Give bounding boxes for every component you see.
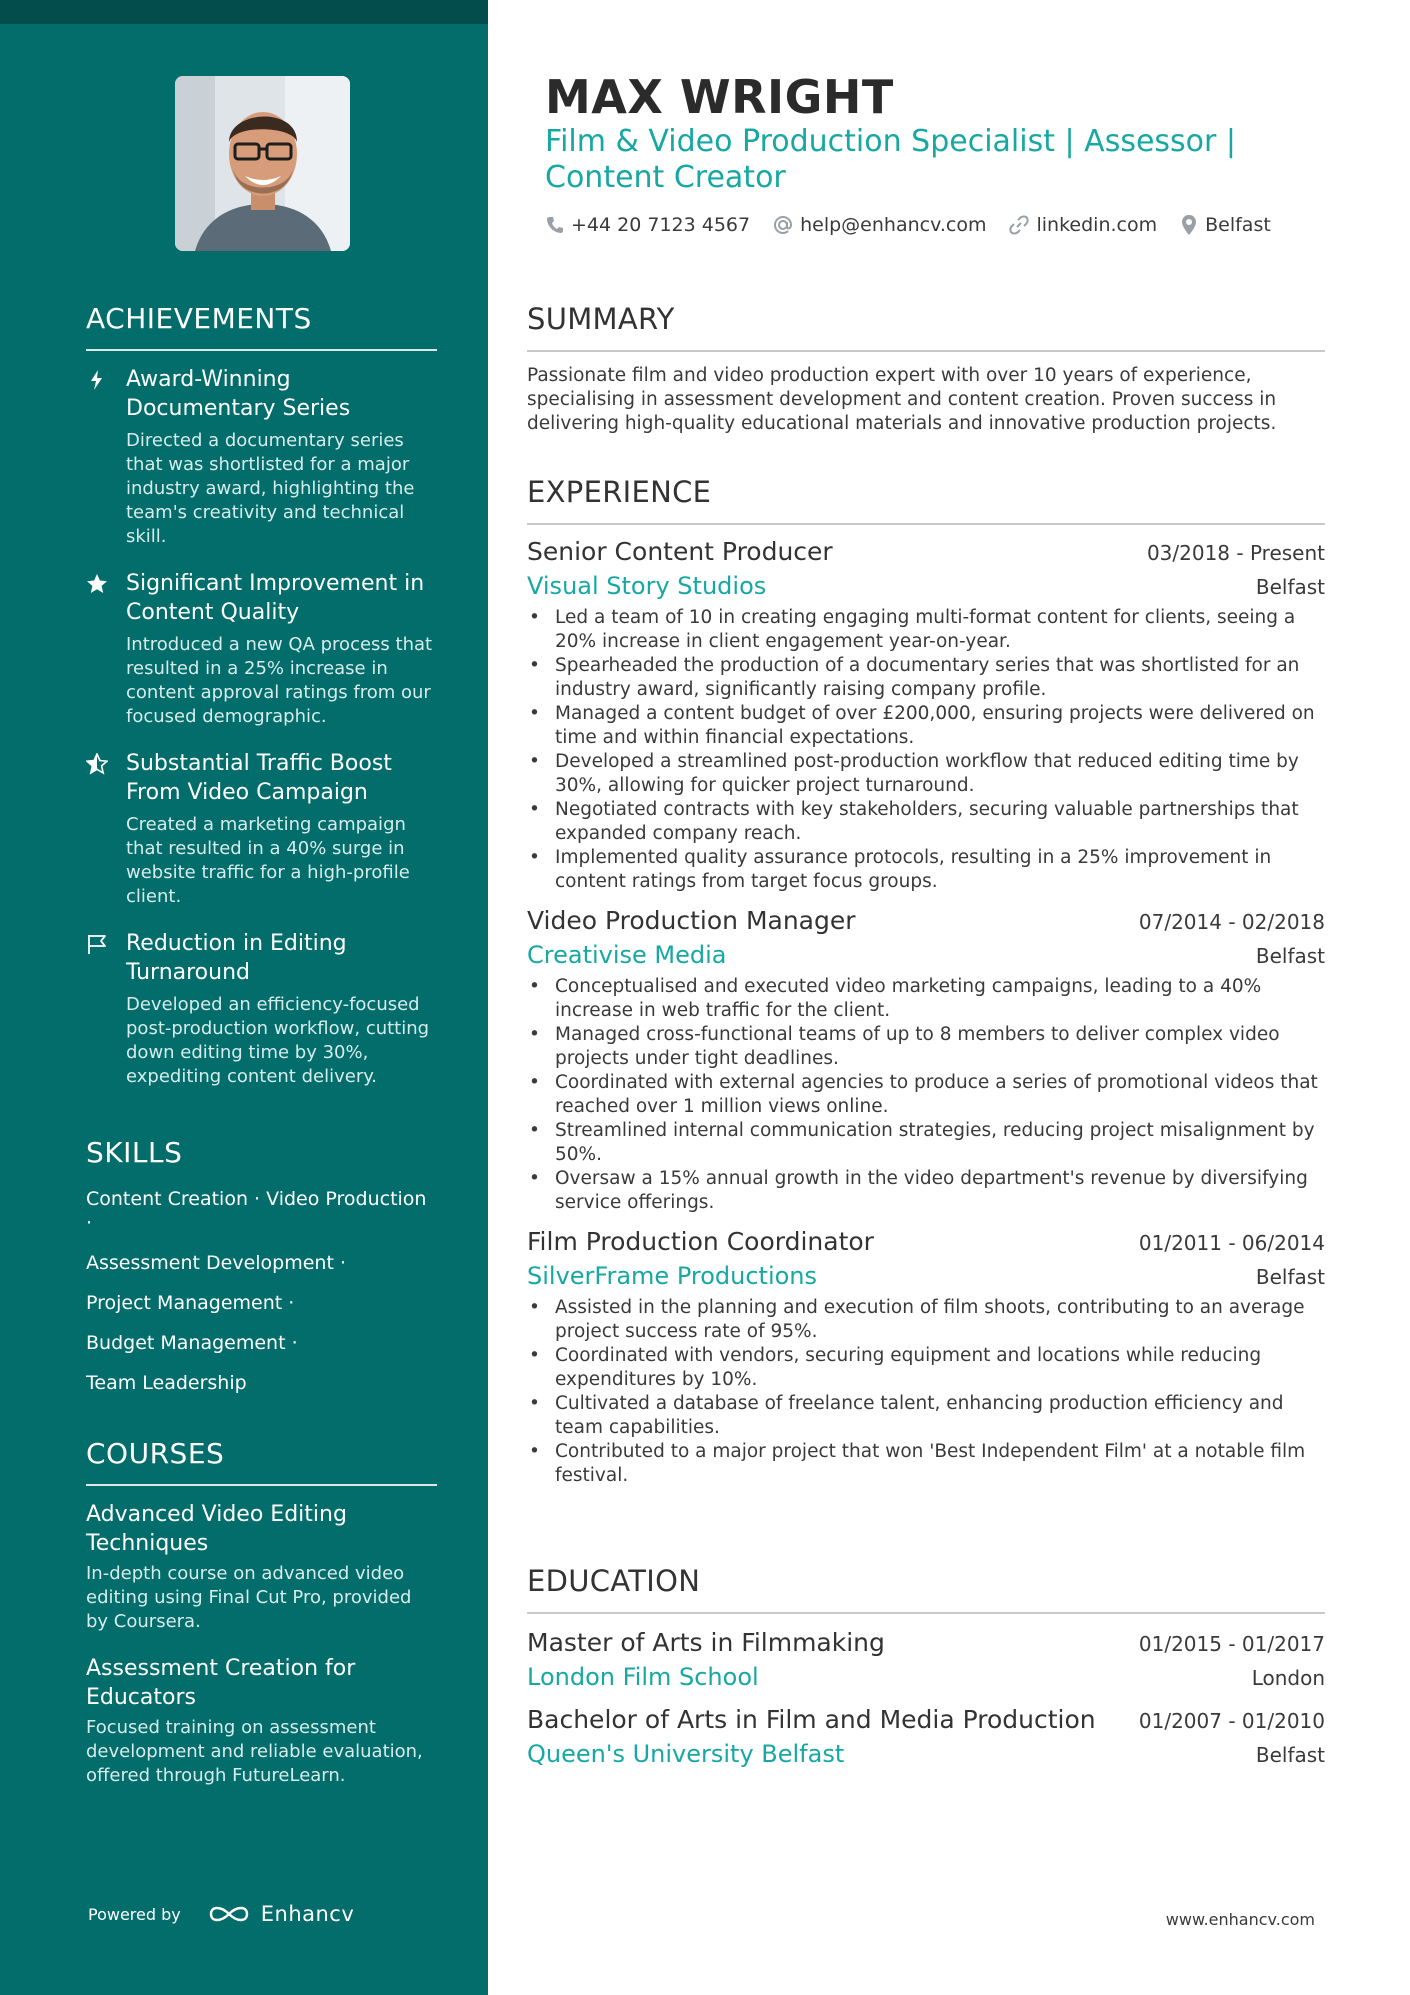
candidate-title: Film & Video Production Specialist | Assessor | Content Creator bbox=[545, 124, 1236, 195]
achievement-title: Substantial Traffic Boost From Video Campaign bbox=[126, 751, 392, 805]
sidebar-top-bar bbox=[0, 0, 488, 24]
achievement-item bbox=[86, 749, 437, 909]
skills-list bbox=[86, 1187, 437, 1395]
education-entry bbox=[527, 1705, 1325, 1768]
powered-by-label: Powered by bbox=[88, 1904, 181, 1924]
job-title: Film Production Coordinator bbox=[527, 1227, 874, 1256]
enhancv-logo[interactable] bbox=[207, 1902, 355, 1926]
achievement-title: Award-Winning Documentary Series bbox=[126, 367, 351, 421]
star-icon bbox=[86, 573, 108, 595]
courses-list bbox=[86, 1500, 437, 1788]
enhancv-brand: Enhancv bbox=[260, 1902, 355, 1926]
job-entry bbox=[527, 1227, 1325, 1488]
company-name: Visual Story Studios bbox=[527, 572, 767, 600]
job-location: Belfast bbox=[1255, 575, 1325, 599]
courses-heading: COURSES bbox=[86, 1437, 225, 1470]
bolt-icon bbox=[86, 369, 108, 391]
link-icon bbox=[1008, 214, 1030, 236]
course-desc: Focused training on assessment development and reliable evaluation, offered through FutureLearn. bbox=[86, 1717, 423, 1786]
job-title: Senior Content Producer bbox=[527, 537, 833, 566]
education-dates: 01/2015 - 01/2017 bbox=[1138, 1632, 1325, 1656]
achievement-desc: Created a marketing campaign that resulted in a 40% surge in website traffic for a high-profile client. bbox=[126, 814, 410, 907]
job-bullet: • Developed a streamlined post-production workflow that reduced editing time by 30%, allowing for quicker project turnaround. bbox=[527, 750, 1325, 798]
job-bullet: • Coordinated with external agencies to produce a series of promotional videos that reached over 1 million views online. bbox=[527, 1071, 1325, 1119]
degree-title: Master of Arts in Filmmaking bbox=[527, 1628, 885, 1657]
job-bullet: • Implemented quality assurance protocols, resulting in a 25% improvement in content ratings from target focus groups. bbox=[527, 846, 1325, 894]
job-bullets bbox=[527, 606, 1325, 894]
contact-location bbox=[1179, 214, 1271, 236]
summary-text: Passionate film and video production expert with over 10 years of experience, specialising in assessment development and content creation. Proven success in delivering high-quality educational materials and innovative production projects. bbox=[527, 365, 1277, 434]
course-item bbox=[86, 1654, 437, 1788]
summary-section bbox=[527, 302, 1325, 436]
skill-line: Content Creation · Video Production · bbox=[86, 1188, 427, 1234]
course-title: Assessment Creation for Educators bbox=[86, 1656, 356, 1710]
job-dates: 01/2011 - 06/2014 bbox=[1138, 1231, 1325, 1255]
skill-line: Budget Management · bbox=[86, 1332, 298, 1354]
achievement-item bbox=[86, 569, 437, 729]
course-desc: In-depth course on advanced video editing using Final Cut Pro, provided by Coursera. bbox=[86, 1563, 412, 1632]
job-location: Belfast bbox=[1255, 1265, 1325, 1289]
job-bullet: • Coordinated with vendors, securing equipment and locations while reducing expenditures by 10%. bbox=[527, 1344, 1325, 1392]
profile-photo-image bbox=[175, 76, 350, 251]
skills-section bbox=[86, 1136, 437, 1395]
achievement-item bbox=[86, 929, 437, 1089]
company-name: SilverFrame Productions bbox=[527, 1262, 818, 1290]
job-bullet: • Contributed to a major project that won 'Best Independent Film' at a notable film festival. bbox=[527, 1440, 1325, 1488]
job-entry bbox=[527, 537, 1325, 894]
achievement-item bbox=[86, 365, 437, 549]
school-name: Queen's University Belfast bbox=[527, 1740, 845, 1768]
skill-line: Project Management · bbox=[86, 1292, 295, 1314]
achievements-heading: ACHIEVEMENTS bbox=[86, 302, 312, 335]
achievement-desc: Developed an efficiency-focused post-production workflow, cutting down editing time by 30%, expediting content delivery. bbox=[126, 994, 430, 1087]
education-dates: 01/2007 - 01/2010 bbox=[1138, 1709, 1325, 1733]
education-section bbox=[527, 1564, 1325, 1768]
sidebar bbox=[0, 0, 488, 1995]
degree-title: Bachelor of Arts in Film and Media Production bbox=[527, 1705, 1096, 1734]
achievements-section bbox=[86, 302, 437, 1089]
phone-text: +44 20 7123 4567 bbox=[571, 214, 751, 236]
education-entry bbox=[527, 1628, 1325, 1691]
courses-divider bbox=[86, 1484, 437, 1486]
job-bullet: • Assisted in the planning and execution of film shoots, contributing to an average project success rate of 95%. bbox=[527, 1296, 1325, 1344]
course-item bbox=[86, 1500, 437, 1634]
job-bullet: • Managed a content budget of over £200,000, ensuring projects were delivered on time and within financial expectations. bbox=[527, 702, 1325, 750]
skill-line: Assessment Development · bbox=[86, 1252, 346, 1274]
job-bullet: • Oversaw a 15% annual growth in the video department's revenue by diversifying service offerings. bbox=[527, 1167, 1325, 1215]
email-text: help@enhancv.com bbox=[800, 214, 987, 236]
job-bullet: • Negotiated contracts with key stakeholders, securing valuable partnerships that expanded company reach. bbox=[527, 798, 1325, 846]
profile-photo bbox=[175, 76, 350, 251]
contact-email[interactable] bbox=[772, 214, 986, 236]
courses-section bbox=[86, 1437, 437, 1788]
at-icon bbox=[772, 214, 794, 236]
experience-section bbox=[527, 475, 1325, 1488]
flag-icon bbox=[86, 933, 108, 955]
contact-linkedin[interactable] bbox=[1008, 214, 1157, 236]
candidate-name: MAX WRIGHT bbox=[545, 70, 894, 124]
job-bullet: • Spearheaded the production of a documentary series that was shortlisted for an industry award, significantly raising company profile. bbox=[527, 654, 1325, 702]
linkedin-text: linkedin.com bbox=[1036, 214, 1158, 236]
phone-icon bbox=[545, 215, 565, 235]
skills-heading: SKILLS bbox=[86, 1136, 183, 1169]
achievement-desc: Directed a documentary series that was shortlisted for a major industry award, highlighting the team's creativity and technical skill. bbox=[126, 430, 415, 547]
half-star-icon bbox=[86, 753, 108, 775]
achievement-desc: Introduced a new QA process that resulted in a 25% increase in content approval ratings from our focused demographic. bbox=[126, 634, 433, 727]
education-location: London bbox=[1251, 1666, 1325, 1690]
job-bullets bbox=[527, 1296, 1325, 1488]
achievements-divider bbox=[86, 349, 437, 351]
job-title: Video Production Manager bbox=[527, 906, 856, 935]
job-entry bbox=[527, 906, 1325, 1215]
job-bullets bbox=[527, 975, 1325, 1215]
location-text: Belfast bbox=[1205, 214, 1271, 236]
skill-line: Team Leadership bbox=[86, 1372, 247, 1394]
experience-divider bbox=[527, 523, 1325, 525]
education-divider bbox=[527, 1612, 1325, 1614]
achievement-title: Significant Improvement in Content Quality bbox=[126, 571, 425, 625]
contact-phone[interactable] bbox=[545, 214, 750, 236]
job-bullet: • Conceptualised and executed video marketing campaigns, leading to a 40% increase in web traffic for the client. bbox=[527, 975, 1325, 1023]
achievements-list bbox=[86, 365, 437, 1089]
job-bullet: • Led a team of 10 in creating engaging multi-format content for clients, seeing a 20% increase in client engagement year-on-year. bbox=[527, 606, 1325, 654]
job-bullet: • Cultivated a database of freelance talent, enhancing production efficiency and team capabilities. bbox=[527, 1392, 1325, 1440]
job-bullet: • Managed cross-functional teams of up to 8 members to deliver complex video projects under tight deadlines. bbox=[527, 1023, 1325, 1071]
powered-by bbox=[88, 1902, 354, 1926]
job-dates: 07/2014 - 02/2018 bbox=[1138, 910, 1325, 934]
company-name: Creativise Media bbox=[527, 941, 727, 969]
achievement-title: Reduction in Editing Turnaround bbox=[126, 931, 347, 985]
job-dates: 03/2018 - Present bbox=[1146, 541, 1325, 565]
education-heading: EDUCATION bbox=[527, 1564, 701, 1598]
enhancv-logo-icon bbox=[207, 1902, 251, 1926]
course-title: Advanced Video Editing Techniques bbox=[86, 1502, 347, 1556]
footer-url[interactable]: www.enhancv.com bbox=[1165, 1910, 1315, 1929]
school-name: London Film School bbox=[527, 1663, 759, 1691]
job-location: Belfast bbox=[1255, 944, 1325, 968]
contact-bar bbox=[545, 214, 1293, 236]
summary-heading: SUMMARY bbox=[527, 302, 675, 336]
location-pin-icon bbox=[1179, 214, 1199, 236]
education-location: Belfast bbox=[1255, 1743, 1325, 1767]
job-bullet: • Streamlined internal communication strategies, reducing project misalignment by 50%. bbox=[527, 1119, 1325, 1167]
experience-heading: EXPERIENCE bbox=[527, 475, 712, 509]
summary-divider bbox=[527, 350, 1325, 352]
